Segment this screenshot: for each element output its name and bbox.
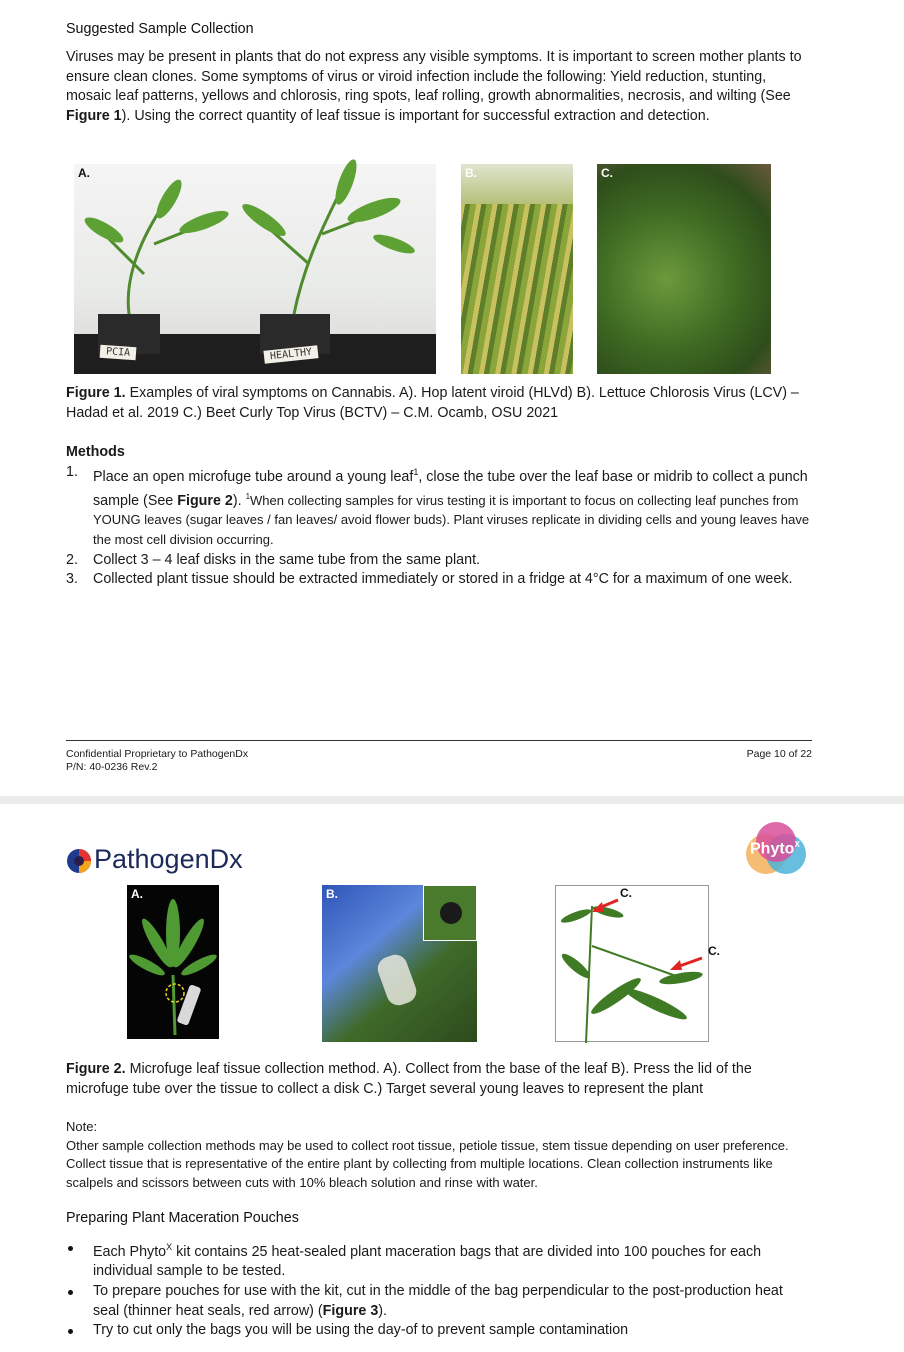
figure-1-panel-a-image (74, 164, 436, 374)
note-section (66, 1118, 811, 1192)
methods-list (66, 463, 811, 590)
footer-part-number: P/N: 40-0236 Rev.2 (66, 761, 158, 773)
plant-tag-healthy: HEALTHY (263, 345, 318, 364)
methods-heading: Methods (66, 444, 125, 460)
page-separator (0, 796, 904, 804)
figure-2-caption: Figure 2. Microfuge leaf tissue collection method. A). Collect from the base of the leaf B). Press the lid of the microfuge tube over the tissue to collect a disk C.) Target several young leaves to represent the plant (66, 1061, 752, 1097)
young-leaf-footnote: When collecting samples for virus testing it is important to focus on collecting leaf punches from YOUNG leaves (sugar leaves / fan leaves/ avoid flower buds). Plant viruses replicate in dividing cells and young leaves have the most cell division occurring. (93, 492, 810, 547)
methods-step-1: 1. Place an open microfuge tube around a young leaf$^1$, close the tube over the leaf base or midrib to collect a punch sample (See Figure 2). $^1$When collecting samples for virus testing it is important to focus on collecting leaf punches from YOUNG leaves (sugar leaves / fan leaves/ avoid flower buds). Plant viruses replicate in dividing cells and young leaves have the most cell division occurring. (66, 463, 810, 547)
pouches-bullet-3: Try to cut only the bags you will be using the day-of to prevent sample contamination (66, 1321, 811, 1341)
figure-2-panel-c-label-1: C. (620, 886, 632, 900)
methods-section (66, 443, 811, 590)
figure-2-panel-c-image (555, 885, 720, 1042)
figure-2-panel-a-label: A. (131, 887, 143, 901)
microfuge-tube (374, 951, 419, 1008)
note-text: Other sample collection methods may be used to collect root tissue, petiole tissue, stem tissue depending on user preference. Collect tissue that is representative of the entire plant by collecting from multiple locations. Clean collection instruments like scalpels and scissors between cuts with 10% bleach solution and rinse with water. (66, 1137, 789, 1190)
figure-1-reference: Figure 1 (66, 107, 122, 124)
cannabis-leaf-illustration (127, 885, 219, 1039)
figure-1-panel-a-label: A. (78, 166, 90, 180)
methods-step-3: 3. Collected plant tissue should be extracted immediately or stored in a fridge at 4°C for a maximum of one week. (66, 571, 793, 588)
leaf-disk-inset (423, 885, 477, 941)
page-footer (66, 740, 812, 774)
note-label: Note: (66, 1119, 98, 1134)
figure-1-panel-b-image (461, 164, 573, 374)
figure-3-reference: Figure 3 (322, 1302, 379, 1319)
pouches-bullet-list (66, 1238, 811, 1341)
footer-page-number: Page 10 of 22 (746, 748, 812, 760)
intro-paragraph: Viruses may be present in plants that do not express any visible symptoms. It is important to screen mother plants to ensure clean clones. Some symptoms of virus or viroid infection include the following: Yield reduction, stunting, mosaic leaf patterns, yellows and chlorosis, ring spots, leaf rolling, growth abnormalities, necrosis, and wilting (See Figure 1). Using the correct quantity of leaf tissue is important for successful extraction and detection. (66, 49, 802, 124)
methods-step-2: 2. Collect 3 – 4 leaf disks in the same tube from the same plant. (66, 551, 481, 568)
pouches-bullet-1: Each Phyto$^X$ kit contains 25 heat-sealed plant maceration bags that are divided into 100 pouches for each individual sample to be tested. (66, 1238, 811, 1282)
figure-2-panel-b-image (322, 885, 477, 1042)
footer-confidential: Confidential Proprietary to PathogenDx (66, 748, 249, 760)
pathogendx-logo-icon (66, 848, 92, 874)
section-title-maceration-pouches: Preparing Plant Maceration Pouches (66, 1210, 299, 1226)
phyto-x-badge (746, 822, 808, 878)
section-title-sample-collection: Suggested Sample Collection (66, 21, 254, 37)
figure-2-panel-a-image (127, 885, 219, 1039)
young-leaves-illustration (556, 886, 710, 1043)
figure-1-caption: Figure 1. Examples of viral symptoms on Cannabis. A). Hop latent viroid (HLVd) B). Lettuce Chlorosis Virus (LCV) – Hadad et al. 2019 C.) Beet Curly Top Virus (BCTV) – C.M. Ocamb, OSU 2021 (66, 385, 799, 421)
pathogendx-logo-text: PathogenDx (94, 844, 243, 874)
phyto-badge-text: Phyto$^X$ (750, 840, 800, 858)
document-page-11 (0, 804, 904, 1352)
figure-1-panel-c-image (597, 164, 771, 374)
pouches-bullet-2: To prepare pouches for use with the kit, cut in the middle of the bag perpendicular to the post-production heat seal (thinner heat seals, red arrow) (Figure 3). (66, 1282, 811, 1321)
figure-2-reference: Figure 2 (177, 492, 233, 509)
figure-1-panel-b-label: B. (465, 166, 477, 180)
figure-2-panel-c-label-2: C. (708, 944, 720, 958)
figure-1-panel-c-label: C. (601, 166, 613, 180)
plant-tag-pcia: PCIA (100, 345, 137, 360)
figure-2-panel-b-label: B. (326, 887, 338, 901)
hemp-plants-illustration (74, 164, 436, 374)
